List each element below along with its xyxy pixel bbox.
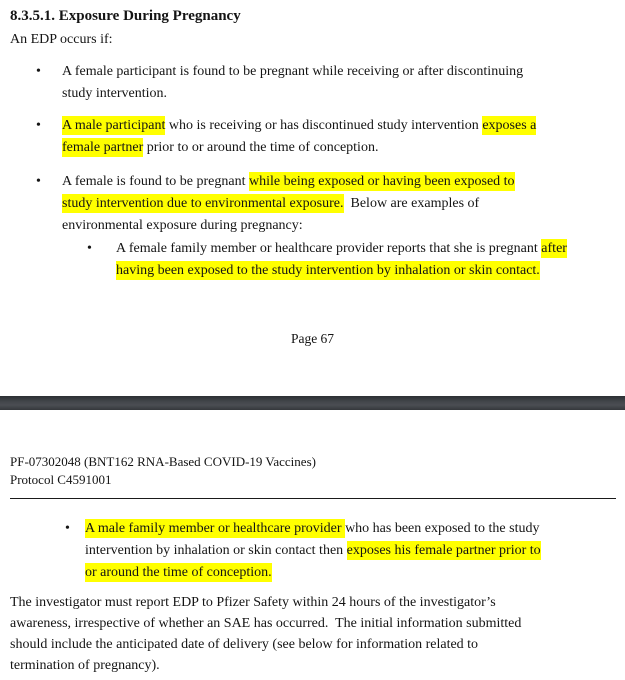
investigator-report-paragraph	[10, 592, 615, 676]
highlighted-text: or around the time of conception.	[85, 565, 272, 580]
text-line	[10, 655, 615, 676]
bullet-item-male-participant	[0, 115, 625, 159]
text-segment: who has been exposed to the study	[345, 521, 540, 536]
text-line	[85, 562, 625, 584]
text-segment: environmental exposure during pregnancy:	[62, 218, 303, 233]
highlighted-text: after	[541, 241, 567, 256]
text-segment: study intervention.	[62, 86, 167, 101]
text-segment: intervention by inhalation or skin contact then	[85, 543, 347, 558]
text-segment: who is receiving or has discontinued study intervention	[165, 118, 483, 133]
text-line	[62, 83, 625, 105]
bullet-text	[62, 61, 625, 105]
text-line	[62, 193, 625, 215]
highlighted-text: exposes his female partner prior to	[346, 543, 541, 558]
text-segment: termination of pregnancy).	[10, 658, 160, 673]
text-segment: A female family member or healthcare provider reports that she is pregnant	[116, 241, 542, 256]
text-segment: A female is found to be pregnant	[62, 174, 250, 189]
highlighted-text: female partner	[62, 140, 144, 155]
doc-header-id: PF-07302048 (BNT162 RNA-Based COVID-19 Vaccines)	[10, 454, 316, 469]
text-line	[62, 115, 625, 137]
bullet-text	[62, 171, 625, 237]
header-rule	[10, 498, 616, 499]
bullet-text	[62, 115, 625, 159]
page-number: Page 67	[290, 331, 335, 346]
bullet-item-female-family-member	[0, 238, 625, 282]
text-line	[85, 540, 625, 562]
text-segment: should include the anticipated date of delivery (see below for information related to	[10, 637, 479, 652]
bullet-text	[85, 518, 625, 584]
text-segment: Below are examples of	[343, 196, 480, 211]
text-line	[62, 215, 625, 237]
text-line	[10, 634, 615, 655]
bullet-item-female-participant	[0, 61, 625, 105]
bullet-marker-icon: •	[36, 64, 41, 79]
intro-text: An EDP occurs if:	[10, 32, 113, 47]
text-segment: A female participant is found to be pregnant while receiving or after discontinuing	[62, 64, 524, 79]
text-line	[10, 613, 615, 634]
highlighted-text: A male family member or healthcare provider	[85, 521, 346, 536]
text-line	[62, 137, 625, 159]
highlighted-text: exposes a	[482, 118, 537, 133]
highlighted-text: A male participant	[62, 118, 166, 133]
bullet-marker-icon: •	[36, 174, 41, 189]
text-line	[10, 592, 615, 613]
bullet-marker-icon: •	[36, 118, 41, 133]
highlighted-text: study intervention due to environmental exposure.	[62, 196, 344, 211]
text-line	[62, 61, 625, 83]
text-line	[62, 171, 625, 193]
text-segment: prior to or around the time of conception.	[143, 140, 379, 155]
text-line	[116, 260, 625, 282]
text-segment: awareness, irrespective of whether an SAE has occurred. The initial information submitted	[10, 616, 522, 631]
bullet-marker-icon: •	[87, 241, 92, 256]
section-heading: 8.3.5.1. Exposure During Pregnancy	[10, 8, 241, 24]
text-line	[85, 518, 625, 540]
text-segment: The investigator must report EDP to Pfizer Safety within 24 hours of the investigator’s	[10, 595, 496, 610]
bullet-marker-icon: •	[65, 521, 70, 536]
text-line	[116, 238, 625, 260]
bullet-item-male-family-member	[0, 518, 625, 584]
bullet-item-environmental-exposure	[0, 171, 625, 237]
bullet-text	[116, 238, 625, 282]
doc-header-protocol: Protocol C4591001	[10, 472, 112, 487]
highlighted-text: having been exposed to the study intervention by inhalation or skin contact.	[116, 263, 540, 278]
highlighted-text: while being exposed or having been exposed to	[249, 174, 515, 189]
page-divider-bar	[0, 396, 625, 410]
